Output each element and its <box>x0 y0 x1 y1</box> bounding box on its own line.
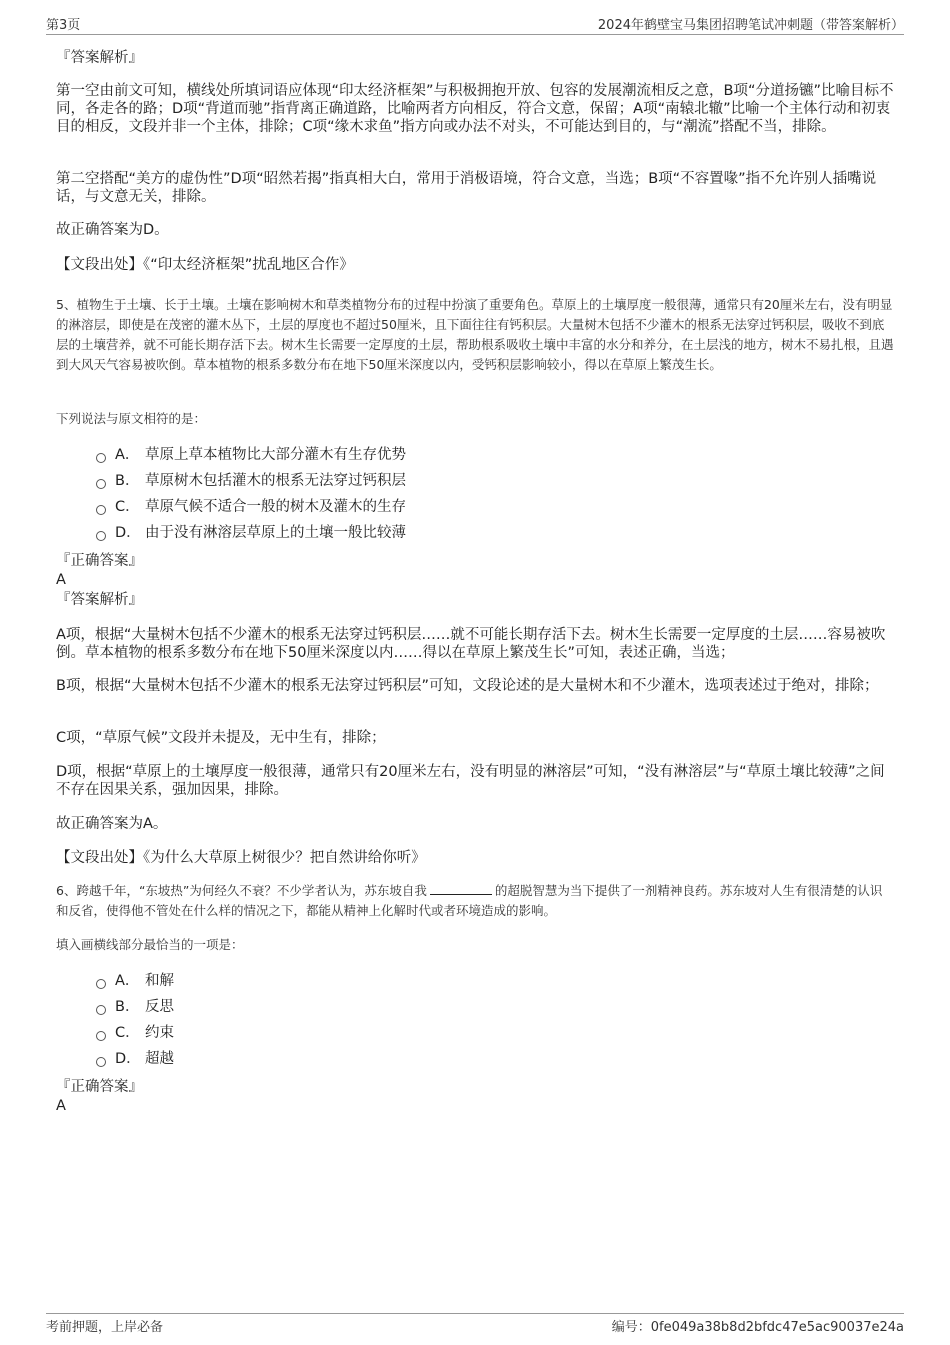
q6-option-a[interactable]: A． 和解 <box>96 972 174 990</box>
analysis-conclusion: 故正确答案为D。 <box>56 222 169 238</box>
analysis-option-d: D项，根据“草原上的土壤厚度一般很薄，通常只有20厘米左右，没有明显的淋溶层”可知，“没有淋溶层”与“草原土壤比较薄”之间不存在因果关系，强加因果，排除。 <box>56 764 885 798</box>
q6-option-d[interactable]: D． 超越 <box>96 1050 174 1068</box>
q6-option-b[interactable]: B． 反思 <box>96 998 174 1016</box>
correct-answer: A <box>56 572 66 588</box>
analysis-paragraph-1: 第一空由前文可知，横线处所填词语应体现“印太经济框架”与积极拥抱开放、包容的发展潮流相反之意，B项“分道扬镳”比喻目标不同，各走各的路；D项“背道而驰”指背离正确道路，比喻两者方向相反，符合文意，保留；A项“南辕北辙”比喻一个主体行动和初衷目的相反，文段并非一个主体，排除；C项“缘木求鱼”指方向或办法不对头，不可能达到目的，与“潮流”搭配不当，排除。 <box>56 83 894 135</box>
document-title: 2024年鹤壁宝马集团招聘笔试冲刺题（带答案解析） <box>597 18 904 33</box>
analysis-option-b: B项，根据“大量树木包括不少灌木的根系无法穿过钙积层”可知，文段论述的是大量树木和不少灌木，选项表述过于绝对，排除； <box>56 678 879 694</box>
analysis-paragraph-2: 第二空搭配“美方的虚伪性”D项“昭然若揭”指真相大白，常用于消极语境，符合文意，当选；B项“不容置喙”指不允许别人插嘴说话，与文意无关，排除。 <box>56 171 877 205</box>
radio-icon[interactable] <box>96 505 106 515</box>
radio-icon[interactable] <box>96 1005 106 1015</box>
radio-icon[interactable] <box>96 479 106 489</box>
fill-blank <box>430 882 492 895</box>
source-citation: 【文段出处】《“印太经济框架”扰乱地区合作》 <box>56 257 354 273</box>
q5-option-d[interactable]: D． 由于没有淋溶层草原上的土壤一般比较薄 <box>96 524 406 542</box>
radio-icon[interactable] <box>96 1031 106 1041</box>
analysis-conclusion: 故正确答案为A。 <box>56 816 168 832</box>
page-number: 第3页 <box>46 18 81 33</box>
radio-icon[interactable] <box>96 1057 106 1067</box>
analysis-heading: 『答案解析』 <box>56 50 143 66</box>
footer-slogan: 考前押题，上岸必备 <box>46 1320 164 1335</box>
radio-icon[interactable] <box>96 531 106 541</box>
analysis-option-a: A项，根据“大量树木包括不少灌木的根系无法穿过钙积层……就不可能长期存活下去。树木生长需要一定厚度的土层……容易被吹倒。草本植物的根系多数分布在地下50厘米深度以内……得以在草原上繁茂生长”可知，表述正确，当选； <box>56 627 886 661</box>
document-code: 编号：0fe049a38b8d2bfdc47e5ac90037e24a <box>611 1320 904 1335</box>
correct-answer: A <box>56 1098 66 1114</box>
q5-option-a[interactable]: A． 草原上草本植物比大部分灌木有生存优势 <box>96 446 406 464</box>
radio-icon[interactable] <box>96 979 106 989</box>
radio-icon[interactable] <box>96 453 106 463</box>
question-5-prompt: 下列说法与原文相符的是： <box>56 411 207 426</box>
page-header <box>46 14 904 35</box>
q6-option-c[interactable]: C． 约束 <box>96 1024 174 1042</box>
question-6-prompt: 填入画横线部分最恰当的一项是： <box>56 937 244 952</box>
analysis-heading: 『答案解析』 <box>56 592 143 608</box>
question-5-stem: 5、植物生于土壤、长于土壤。土壤在影响树木和草类植物分布的过程中扮演了重要角色。草原上的土壤厚度一般很薄，通常只有20厘米左右，没有明显的淋溶层，即使是在茂密的灌木丛下，土层的厚度也不超过50厘米，且下面往往有钙积层。大量树木包括不少灌木的根系无法穿过钙积层，吸收不到底层的土壤营养，就不可能长期存活下去。树木生长需要一定厚度的土层，帮助根系吸收土壤中丰富的水分和养分，在土层浅的地方，树木不易扎根，且遇到大风天气容易被吹倒。草本植物的根系多数分布在地下50厘米深度以内，受钙积层影响较小，得以在草原上繁茂生长。 <box>56 297 894 372</box>
q5-option-c[interactable]: C． 草原气候不适合一般的树木及灌木的生存 <box>96 498 406 516</box>
correct-answer-heading: 『正确答案』 <box>56 1079 143 1095</box>
correct-answer-heading: 『正确答案』 <box>56 553 143 569</box>
analysis-option-c: C项，“草原气候”文段并未提及，无中生有，排除； <box>56 730 386 746</box>
source-citation: 【文段出处】《为什么大草原上树很少？把自然讲给你听》 <box>56 850 426 866</box>
question-6-stem: 6、跨越千年，“东坡热”为何经久不衰？不少学者认为，苏东坡自我 的超脱智慧为当下提供了一剂精神良药。苏东坡对人生有很清楚的认识和反省，使得他不管处在什么样的情况之下，都能从精神上化解时代或者环境造成的影响。 <box>56 883 883 918</box>
q5-option-b[interactable]: B． 草原树木包括灌木的根系无法穿过钙积层 <box>96 472 406 490</box>
page-footer <box>46 1313 904 1336</box>
